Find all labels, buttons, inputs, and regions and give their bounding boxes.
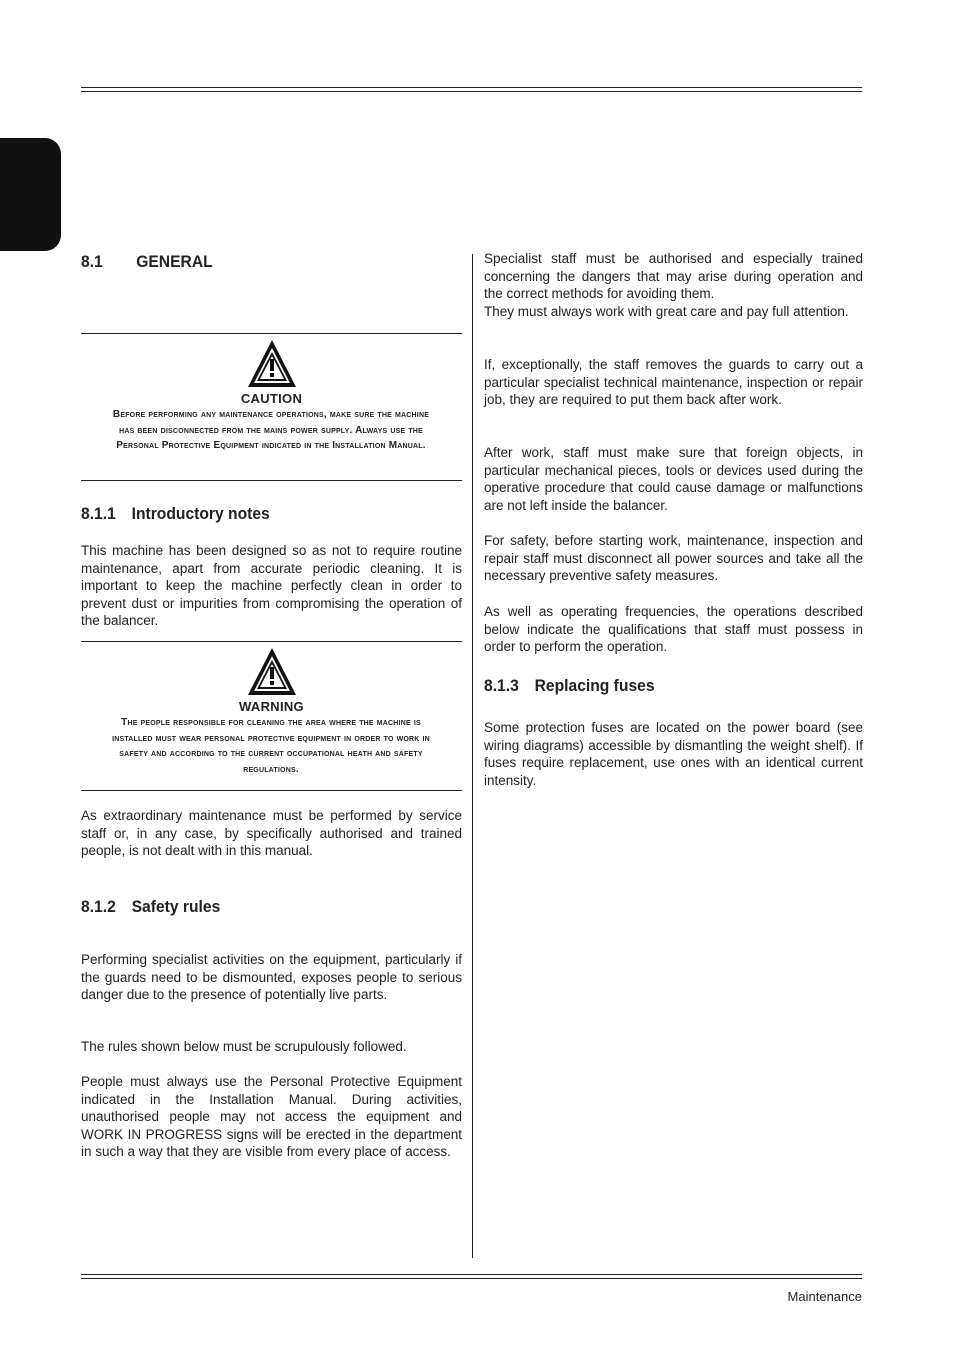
section-heading-replacing-fuses — [484, 676, 655, 696]
paragraph: Some protection fuses are located on the power board (see wiring diagrams) accessible by dismantling the weight shelf). If fuses require replacement, use ones with an identical current intensity. — [484, 720, 863, 788]
caution-label: CAUTION — [240, 391, 303, 406]
section-title: GENERAL — [136, 252, 213, 271]
caution-text: Before performing any maintenance operations, make sure the machine has been disconnected from the mains power supply. Always use the Personal Protective Equipment indicated in the Installation Manual. — [112, 409, 430, 451]
paragraph: Specialist staff must be authorised and especially trained concerning the dangers that may arise during operation and the correct methods for avoiding them. — [484, 251, 863, 301]
section-number: 8.1.2 — [81, 897, 116, 916]
paragraph: For safety, before starting work, maintenance, inspection and repair staff must disconnect all power sources and take all the necessary preventive safety measures. — [484, 533, 863, 583]
chapter-tab — [0, 138, 61, 251]
section-heading-general — [81, 252, 213, 272]
paragraph: As well as operating frequencies, the operations described below indicate the qualifications that staff must possess in order to perform the operation. — [484, 604, 863, 654]
section-heading-safety-rules — [81, 897, 220, 917]
warning-box — [81, 641, 462, 791]
section-title: Introductory notes — [131, 504, 270, 523]
paragraph: This machine has been designed so as not to require routine maintenance, apart from accurate periodic cleaning. It is important to keep the machine perfectly clean in order to prevent dust or impurities from compromising the operation of the balancer. — [81, 543, 462, 628]
section-number: 8.1.3 — [484, 676, 519, 695]
section-number: 8.1.1 — [81, 504, 116, 523]
header-rule-top — [81, 87, 862, 88]
paragraph: After work, staff must make sure that foreign objects, in particular mechanical pieces, tools or devices used during the operative procedure that could cause damage or malfunctions are not left inside the balancer. — [484, 445, 863, 513]
paragraph: Performing specialist activities on the equipment, particularly if the guards need to be dismounted, exposes people to serious danger due to the presence of potentially live parts. — [81, 952, 462, 1002]
column-divider — [472, 254, 473, 1258]
paragraph: They must always work with great care and pay full attention. — [484, 304, 849, 319]
paragraph: As extraordinary maintenance must be performed by service staff or, in any case, by specifically authorised and trained people, is not dealt with in this manual. — [81, 808, 462, 858]
warning-triangle-icon — [246, 645, 298, 697]
footer-section-label: Maintenance — [787, 1289, 862, 1304]
paragraph: People must always use the Personal Protective Equipment indicated in the Installation Manual. During activities, unauthorised people may not access the equipment and WORK IN PROGRESS signs will be erected in the department in such a way that they are visible from every place of access. — [81, 1074, 462, 1159]
section-heading-introductory-notes — [81, 504, 270, 524]
paragraph: The rules shown below must be scrupulously followed. — [81, 1039, 407, 1054]
warning-text: The people responsible for cleaning the area where the machine is installed must wear personal protective equipment in order to work in safety and according to the current occupational heath and safety regulations. — [112, 717, 430, 775]
footer-rule-top — [81, 1274, 862, 1275]
warning-label: WARNING — [239, 699, 304, 714]
section-title: Safety rules — [131, 897, 221, 916]
section-title: Replacing fuses — [534, 676, 655, 695]
header-rule-bottom — [81, 91, 862, 92]
caution-box — [81, 333, 462, 481]
footer-rule-bottom — [81, 1278, 862, 1279]
paragraph: If, exceptionally, the staff removes the guards to carry out a particular specialist technical maintenance, inspection or repair job, they are required to put them back after work. — [484, 357, 863, 407]
section-number: 8.1 — [81, 252, 103, 271]
warning-triangle-icon — [246, 337, 298, 389]
